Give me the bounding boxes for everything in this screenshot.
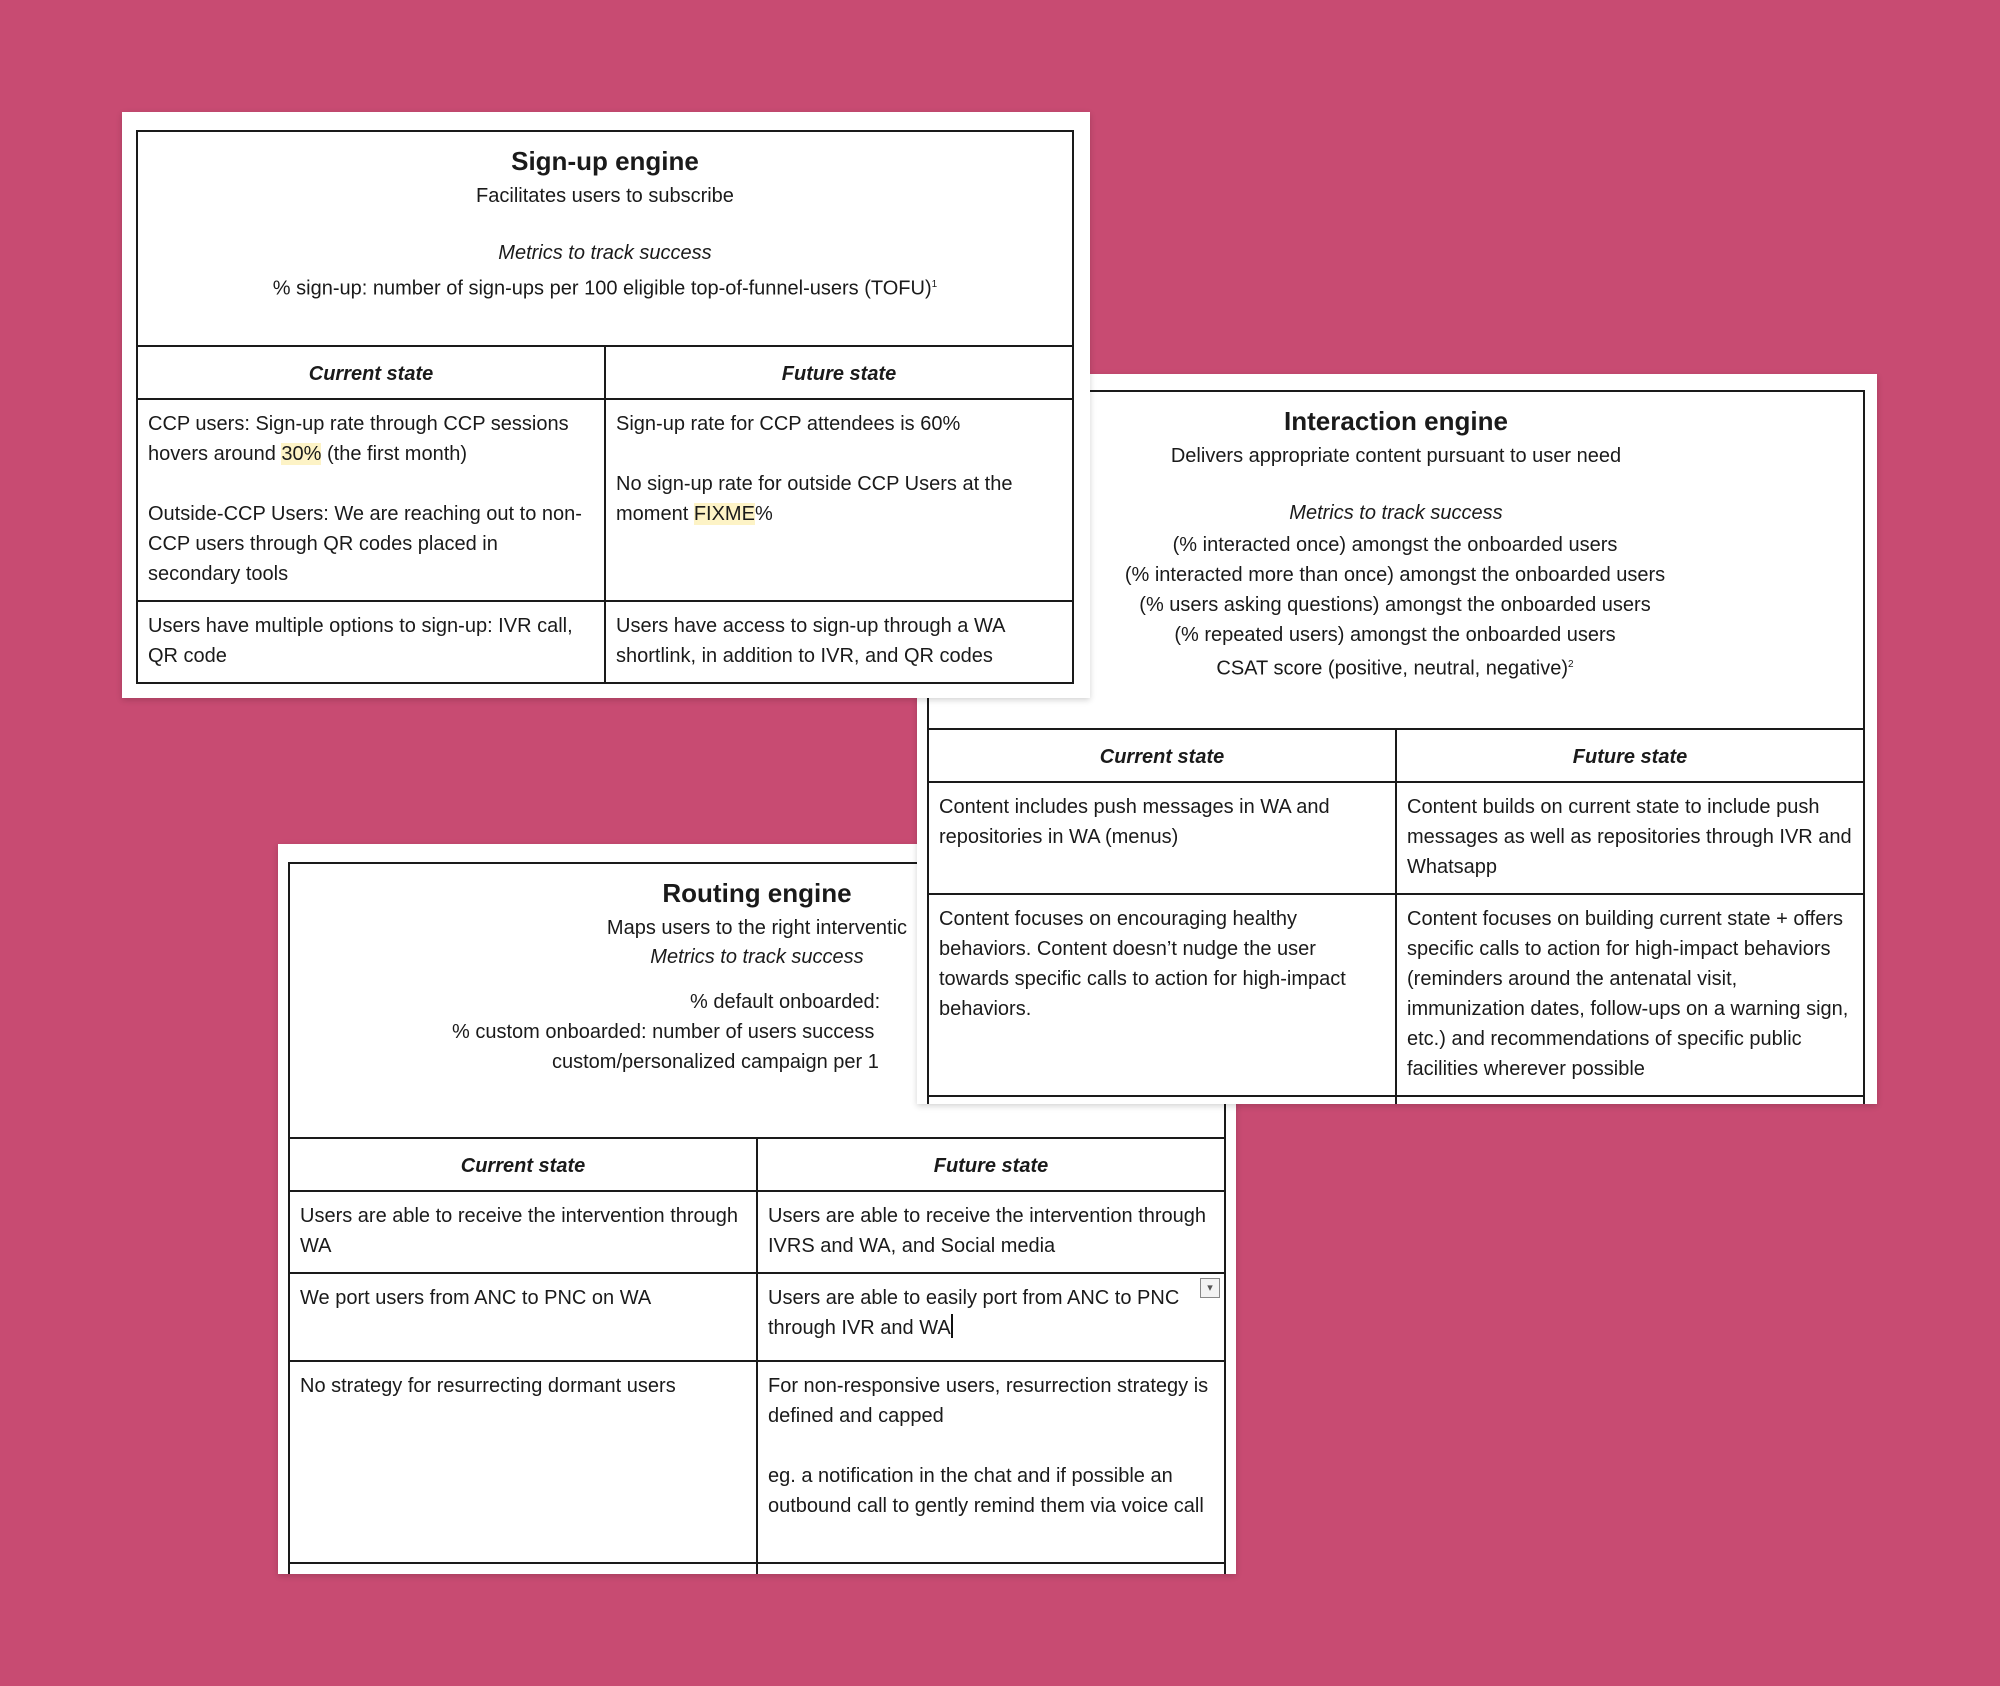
interaction-row2-current: Content focuses on encouraging healthy behaviors. Content doesn’t nudge the user towards specific calls to action for high-impact behaviors. bbox=[929, 894, 1396, 1096]
interaction-metric-3: (% users asking questions) amongst the onboarded users bbox=[1139, 594, 1651, 616]
routing-row1-future: Users are able to receive the intervention through IVRS and WA, and Social media bbox=[757, 1191, 1224, 1273]
routing-engine-subtitle: Maps users to the right interventic bbox=[606, 917, 908, 939]
routing-metric-custom: % custom onboarded: number of users success bbox=[452, 1021, 875, 1043]
interaction-future-header: Future state bbox=[1396, 729, 1863, 782]
routing-row2-current: We port users from ANC to PNC on WA bbox=[290, 1273, 757, 1361]
signup-future-header: Future state bbox=[605, 346, 1072, 399]
signup-row2-current: Users have multiple options to sign-up: IVR call, QR code bbox=[138, 601, 605, 683]
signup-metrics-label: Metrics to track success bbox=[498, 242, 712, 264]
routing-row3-future bbox=[757, 1361, 1224, 1563]
render-glitch bbox=[406, 581, 508, 593]
signup-engine-subtitle: Facilitates users to subscribe bbox=[476, 185, 734, 207]
signup-row1-current bbox=[138, 399, 605, 601]
interaction-metrics-label: Metrics to track success bbox=[1289, 502, 1503, 524]
routing-state-table bbox=[290, 1137, 1224, 1574]
interaction-engine-title: Interaction engine bbox=[1284, 406, 1508, 436]
signup-ccp-text-end: (the first month) bbox=[321, 443, 468, 465]
interaction-metric-1: (% interacted once) amongst the onboarded users bbox=[1172, 534, 1618, 556]
signup-outside-future bbox=[616, 469, 1062, 529]
signup-metric-text: % sign-up: number of sign-ups per 100 eligible top-of-funnel-users (TOFU) bbox=[272, 277, 932, 300]
routing-row3-current: No strategy for resurrecting dormant users bbox=[290, 1361, 757, 1563]
interaction-row1-future: Content builds on current state to include push messages as well as repositories through IVR and Whatsapp bbox=[1396, 782, 1863, 894]
highlight-30-percent: 30% bbox=[281, 443, 322, 465]
interaction-row3-future bbox=[1396, 1096, 1863, 1104]
routing-metrics-label: Metrics to track success bbox=[650, 946, 864, 968]
signup-metric bbox=[138, 270, 1072, 304]
interaction-state-table bbox=[929, 728, 1863, 1104]
routing-row4-current bbox=[290, 1563, 757, 1574]
routing-row4-future bbox=[757, 1563, 1224, 1574]
signup-state-table bbox=[138, 345, 1072, 684]
routing-engine-title: Routing engine bbox=[662, 878, 852, 908]
signup-row1-future bbox=[605, 399, 1072, 601]
signup-engine-header bbox=[138, 132, 1072, 345]
interaction-row3-current bbox=[929, 1096, 1396, 1104]
interaction-current-header: Current state bbox=[929, 729, 1396, 782]
signup-ccp-future: Sign-up rate for CCP attendees is 60% bbox=[616, 413, 961, 435]
interaction-metric-csat: CSAT score (positive, neutral, negative) bbox=[1216, 657, 1569, 680]
routing-row2-future-text: Users are able to easily port from ANC to PNC through IVR and WA bbox=[768, 1287, 1180, 1339]
signup-engine-title: Sign-up engine bbox=[511, 146, 699, 176]
signup-current-header: Current state bbox=[138, 346, 605, 399]
interaction-row2-future: Content focuses on building current state + offers specific calls to action for high-impact behaviors (reminders around the antenatal visit, immunization dates, follow-ups on a warning sign, etc.) and recommendations of specific public facilities wherever possible bbox=[1396, 894, 1863, 1096]
routing-row1-current: Users are able to receive the intervention through WA bbox=[290, 1191, 757, 1273]
routing-row3-future-b: eg. a notification in the chat and if possible an outbound call to gently remind them via voice call bbox=[768, 1465, 1204, 1517]
footnote-2: 2 bbox=[1568, 659, 1574, 670]
interaction-metric-2: (% interacted more than once) amongst the onboarded users bbox=[1124, 564, 1666, 586]
signup-ccp-users bbox=[148, 409, 594, 469]
signup-outside-future-text: No sign-up rate for outside CCP Users at the moment bbox=[616, 473, 1013, 525]
routing-future-header: Future state bbox=[757, 1138, 1224, 1191]
routing-row3-future-a: For non-responsive users, resurrection strategy is defined and capped bbox=[768, 1375, 1209, 1427]
highlight-fixme: FIXME bbox=[693, 503, 755, 525]
signup-engine-card bbox=[122, 112, 1090, 698]
interaction-metric-4: (% repeated users) amongst the onboarded users bbox=[1174, 624, 1616, 646]
routing-metric-custom-cont: custom/personalized campaign per 1 bbox=[552, 1051, 879, 1073]
signup-outside-ccp-users: Outside-CCP Users: We are reaching out to non-CCP users through QR codes placed in secondary tools bbox=[148, 503, 582, 585]
chevron-down-icon[interactable]: ▾ bbox=[1200, 1278, 1220, 1298]
signup-engine-frame bbox=[136, 130, 1074, 684]
footnote-1: 1 bbox=[931, 279, 938, 290]
routing-row2-future[interactable] bbox=[757, 1273, 1224, 1361]
interaction-row1-current: Content includes push messages in WA and repositories in WA (menus) bbox=[929, 782, 1396, 894]
interaction-engine-subtitle: Delivers appropriate content pursuant to user need bbox=[1170, 445, 1622, 467]
signup-row2-future: Users have access to sign-up through a WA shortlink, in addition to IVR, and QR codes bbox=[605, 601, 1072, 683]
routing-metric-default: % default onboarded: bbox=[690, 991, 881, 1013]
signup-outside-future-end: % bbox=[754, 503, 773, 525]
routing-current-header: Current state bbox=[290, 1138, 757, 1191]
signup-ccp-text: CCP users: Sign-up rate through CCP sessions hovers around bbox=[148, 413, 569, 465]
text-cursor bbox=[951, 1314, 953, 1338]
